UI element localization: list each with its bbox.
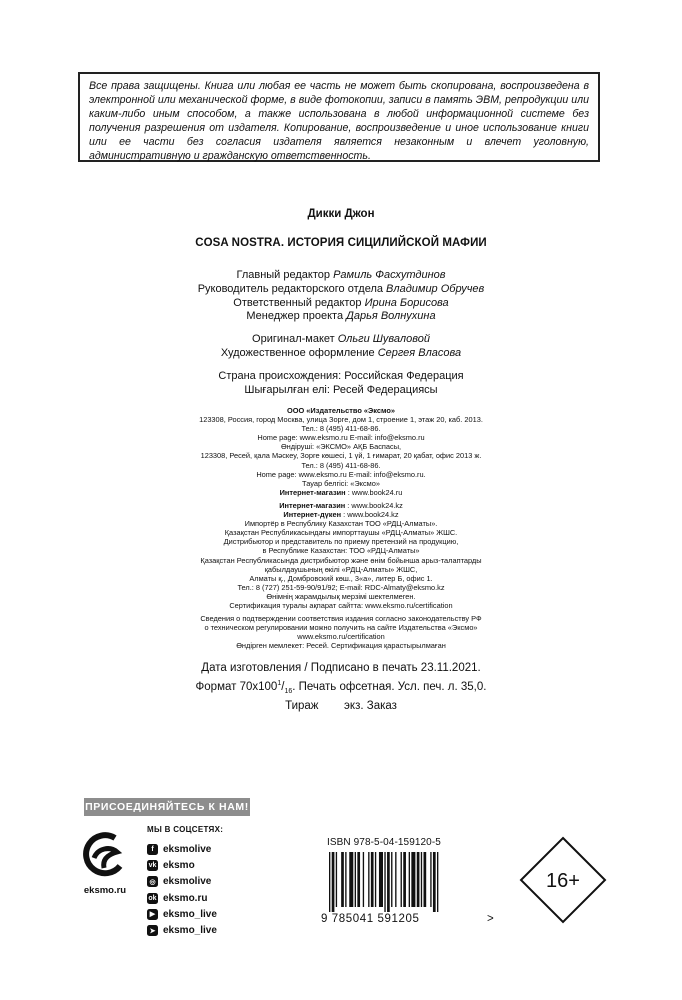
vk-icon: vk xyxy=(148,861,157,869)
validity-kz: Өнімнің жарамдылық мерзімі шектелмеген. xyxy=(266,591,416,601)
certification-ru: Сведения о подтверждении соответствия издания согласно законодательству РФ xyxy=(200,614,482,624)
barcode-bar xyxy=(355,852,356,907)
publisher-maker-kz: Өндіруші: «ЭКСМО» АҚБ Баспасы, xyxy=(280,442,402,452)
age-rating-badge xyxy=(519,836,607,924)
distributor-kz: Алматы қ., Домбровский көш., 3«а», литер Б, офис 1. xyxy=(249,573,433,583)
barcode-bar xyxy=(341,852,344,907)
social-heading: МЫ В СОЦСЕТЯХ: xyxy=(147,825,224,834)
barcode-bar xyxy=(424,852,427,907)
social-item-facebook[interactable]: f eksmolive xyxy=(147,841,217,857)
distributor-kz: қабылдаушының өкілі «РДЦ-Алматы» ЖШС, xyxy=(264,564,418,574)
certification-url: www.eksmo.ru/certification xyxy=(297,632,385,642)
barcode-bar xyxy=(345,852,346,907)
barcode-bar xyxy=(391,852,392,907)
social-item-vk[interactable]: vk eksmo xyxy=(148,859,195,871)
credit-line: Менеджер проекта Дарья Волнухина xyxy=(246,310,436,323)
credit-line: Художественное оформление Сергея Власова xyxy=(220,346,462,359)
certification-kz: Өндірген мемлекет: Ресей. Сертификация қарастырылмаған xyxy=(236,641,446,651)
publisher-address-kz: 123308, Ресей, қала Мәскеу, Зорге көшесі, 1 үй, 1 ғимарат, 20 қабат, офис 2013 ж. xyxy=(200,451,482,461)
barcode-bar xyxy=(379,852,383,907)
copyright-notice: Все права защищены. Книга или любая ее часть не может быть скопирована, воспроизведена в электронной или механической форме, в виде фотокопии, записи в память ЭВМ, репродукции или каким-либо иным способом, а также использована в любой информационной системе без получения разрешения от издателя. Копирование, воспроизведение и иное использование книги или ее части без согласия издателя является незаконным и влечет уголовную, административную и гражданскую ответственность. xyxy=(89,80,589,162)
distributor-kz: Қазақстан Республикасында дистрибьютор және өнім бойынша арыз-талаптарды xyxy=(200,555,482,565)
age-rating: 16+ xyxy=(546,870,580,892)
origin-country-ru: Страна происхождения: Российская Федерация xyxy=(218,369,464,382)
barcode-bar xyxy=(403,852,406,907)
distributor-ru: Дистрибьютор и представитель по приему претензий на продукцию, xyxy=(223,537,459,547)
credit-line: Главный редактор Рамиль Фасхутдинов xyxy=(236,269,446,281)
barcode-marker: > xyxy=(487,913,494,925)
barcode-bar xyxy=(329,852,330,912)
copyright-box xyxy=(78,72,600,162)
barcode-bar xyxy=(332,852,335,912)
barcode-bar xyxy=(409,852,410,907)
print-run: Тираж экз. Заказ xyxy=(285,700,397,713)
barcode-bar xyxy=(363,852,364,907)
telegram-icon: ➤ xyxy=(147,925,158,936)
barcode-bar xyxy=(430,852,431,907)
barcode-bar xyxy=(371,852,374,907)
editorial-credits xyxy=(0,269,682,397)
publisher-address: 123308, Россия, город Москва, улица Зорге, дом 1, строение 1, этаж 20, каб. 2013. xyxy=(199,415,483,425)
barcode-bars xyxy=(329,852,438,912)
barcode-bar xyxy=(437,852,438,912)
social-item-ok[interactable]: ok eksmo.ru xyxy=(148,892,208,904)
certification-ru: о техническом регулировании можно получить на сайте Издательства «Эксмо» xyxy=(204,623,478,633)
online-shop-kz: Интернет-магазин : www.book24.kz xyxy=(279,500,403,510)
barcode-bar xyxy=(411,852,415,907)
youtube-icon: ▶ xyxy=(147,909,158,920)
credit-line: Оригинал-макет Ольги Шуваловой xyxy=(252,333,430,346)
barcode-bar xyxy=(433,852,436,912)
logo-text[interactable]: eksmo.ru xyxy=(83,885,127,896)
publisher-phone: Тел.: 8 (495) 411-68-86. xyxy=(301,424,381,434)
importer-ru: Импортёр в Республику Казахстан ТОО «РДЦ-Алматы». xyxy=(244,519,438,529)
social-item-telegram[interactable]: ➤ eksmo_live xyxy=(147,922,217,938)
barcode-bar xyxy=(368,852,369,907)
barcode-bar xyxy=(384,852,385,912)
publisher-web: Home page: www.eksmo.ru E-mail: info@eksmo.ru xyxy=(257,433,425,443)
instagram-icon: ◎ xyxy=(147,876,158,887)
online-shop-ru: Интернет-магазин : www.book24.ru xyxy=(279,487,403,497)
barcode-bar xyxy=(401,852,402,907)
barcode-bar xyxy=(421,852,422,907)
join-us-banner: ПРИСОЕДИНЯЙТЕСЬ К НАМ! xyxy=(84,798,250,816)
barcode-digits: 9 785041 591205 xyxy=(321,913,420,925)
credit-line: Руководитель редакторского отдела Владимир Обручев xyxy=(197,282,485,295)
social-list xyxy=(147,841,217,939)
social-item-instagram[interactable]: ◎ eksmolive xyxy=(147,874,217,890)
print-info xyxy=(0,661,682,714)
social-item-youtube[interactable]: ▶ eksmo_live xyxy=(147,906,217,922)
isbn-number: ISBN 978-5-04-159120-5 xyxy=(327,837,441,848)
book-title: COSA NOSTRA. ИСТОРИЯ СИЦИЛИЙСКОЙ МАФИИ xyxy=(195,237,487,249)
certification-kz: Сертификация туралы ақпарат сайтта: www.eksmo.ru/certification xyxy=(229,600,453,610)
barcode-bar xyxy=(349,852,353,907)
publisher-phone-kz: Тел.: 8 (495) 411-68-86. xyxy=(301,460,381,470)
publisher-name: ООО «Издательство «Эксмо» xyxy=(287,406,395,415)
author-name: Дикки Джон xyxy=(307,208,375,220)
barcode-bar xyxy=(395,852,396,907)
ok-icon: ok xyxy=(148,894,157,902)
publisher-web-kz: Home page: www.eksmo.ru E-mail: info@eksmo.ru. xyxy=(256,469,426,479)
barcode-bar xyxy=(336,852,337,907)
barcode-bar xyxy=(357,852,360,907)
barcode-bar xyxy=(375,852,376,907)
origin-country-kz: Шығарылған елі: Ресей Федерациясы xyxy=(244,383,438,396)
eksmo-logo-icon[interactable] xyxy=(82,832,128,878)
publisher-brand-kz: Тауар белгісі: «Эксмо» xyxy=(302,478,380,488)
importer-kz: Қазақстан Республикасындағы импорттаушы «РДЦ-Алматы» ЖШС. xyxy=(224,528,458,538)
publisher-info xyxy=(0,406,682,650)
print-format: Формат $70x100^1/_{16}$. Печать офсетная. Усл. печ. л. 35,0. xyxy=(195,680,487,696)
barcode xyxy=(317,850,497,926)
distributor-phone: Тел.: 8 (727) 251-59-90/91/92; E-mail: RDC-Almaty@eksmo.kz xyxy=(237,582,445,592)
online-duken-kz: Интернет-дүкен : www.book24.kz xyxy=(283,510,399,520)
barcode-bar xyxy=(417,852,420,907)
facebook-icon: f xyxy=(147,844,158,855)
barcode-bar xyxy=(387,852,390,912)
print-date: Дата изготовления / Подписано в печать 23.11.2021. xyxy=(201,662,481,674)
credit-line: Ответственный редактор Ирина Борисова xyxy=(233,296,449,309)
distributor-ru: в Республике Казахстан: ТОО «РДЦ-Алматы» xyxy=(262,546,420,556)
